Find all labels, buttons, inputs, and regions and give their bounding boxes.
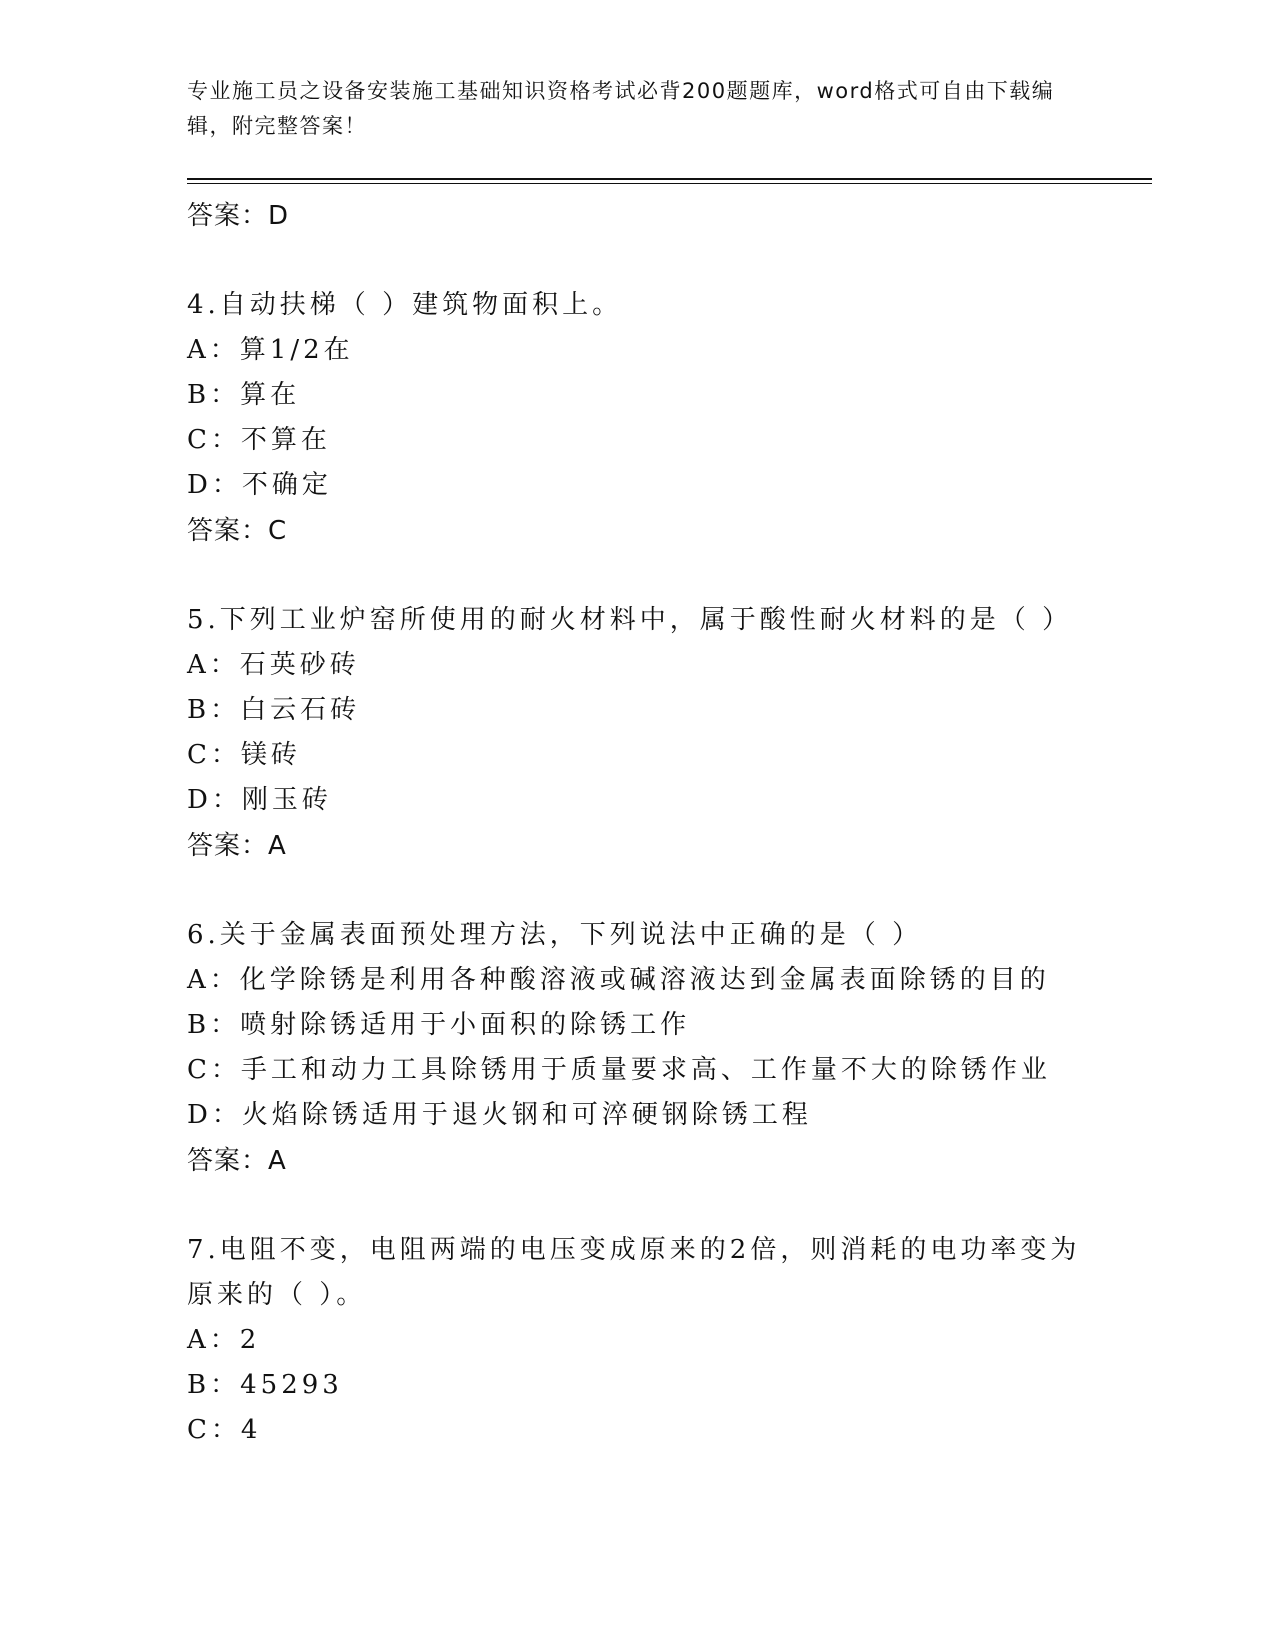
question-4 bbox=[187, 283, 1087, 554]
header-divider-thick bbox=[187, 178, 1152, 180]
header-divider-thin bbox=[187, 183, 1152, 184]
option-a: A：石英砂砖 bbox=[187, 650, 360, 680]
option-d: D：火焰除锈适用于退火钢和可淬硬钢除锈工程 bbox=[187, 1100, 812, 1130]
question-7 bbox=[187, 1228, 1087, 1453]
option-c: C：4 bbox=[187, 1415, 262, 1445]
question-5 bbox=[187, 598, 1087, 869]
question-text: 5.下列工业炉窑所使用的耐火材料中，属于酸性耐火材料的是（ ） bbox=[187, 605, 1073, 635]
option-d: D：刚玉砖 bbox=[187, 785, 332, 815]
question-text: 6.关于金属表面预处理方法，下列说法中正确的是（ ） bbox=[187, 920, 923, 950]
answer-q3: 答案：D bbox=[187, 201, 290, 231]
option-c: C：手工和动力工具除锈用于质量要求高、工作量不大的除锈作业 bbox=[187, 1055, 1051, 1085]
option-b: B：45293 bbox=[187, 1370, 343, 1400]
option-c: C：镁砖 bbox=[187, 740, 301, 770]
answer: 答案：A bbox=[187, 831, 287, 861]
option-a: A：化学除锈是利用各种酸溶液或碱溶液达到金属表面除锈的目的 bbox=[187, 965, 1050, 995]
option-b: B：白云石砖 bbox=[187, 695, 361, 725]
question-list bbox=[187, 193, 1087, 1453]
option-b: B：算在 bbox=[187, 380, 301, 410]
question-6 bbox=[187, 913, 1087, 1184]
answer: 答案：C bbox=[187, 516, 288, 546]
option-d: D：不确定 bbox=[187, 470, 332, 500]
option-c: C：不算在 bbox=[187, 425, 331, 455]
document-header: 专业施工员之设备安装施工基础知识资格考试必背200题题库，word格式可自由下载编辑，附完整答案！ bbox=[187, 79, 1055, 138]
option-a: A：算1/2在 bbox=[187, 335, 354, 365]
option-a: A：2 bbox=[187, 1325, 261, 1355]
answer: 答案：A bbox=[187, 1146, 287, 1176]
option-b: B：喷射除锈适用于小面积的除锈工作 bbox=[187, 1010, 691, 1040]
question-text: 4.自动扶梯（ ）建筑物面积上。 bbox=[187, 290, 623, 320]
question-text: 7.电阻不变，电阻两端的电压变成原来的2倍，则消耗的电功率变为原来的（ ）。 bbox=[187, 1235, 1081, 1310]
